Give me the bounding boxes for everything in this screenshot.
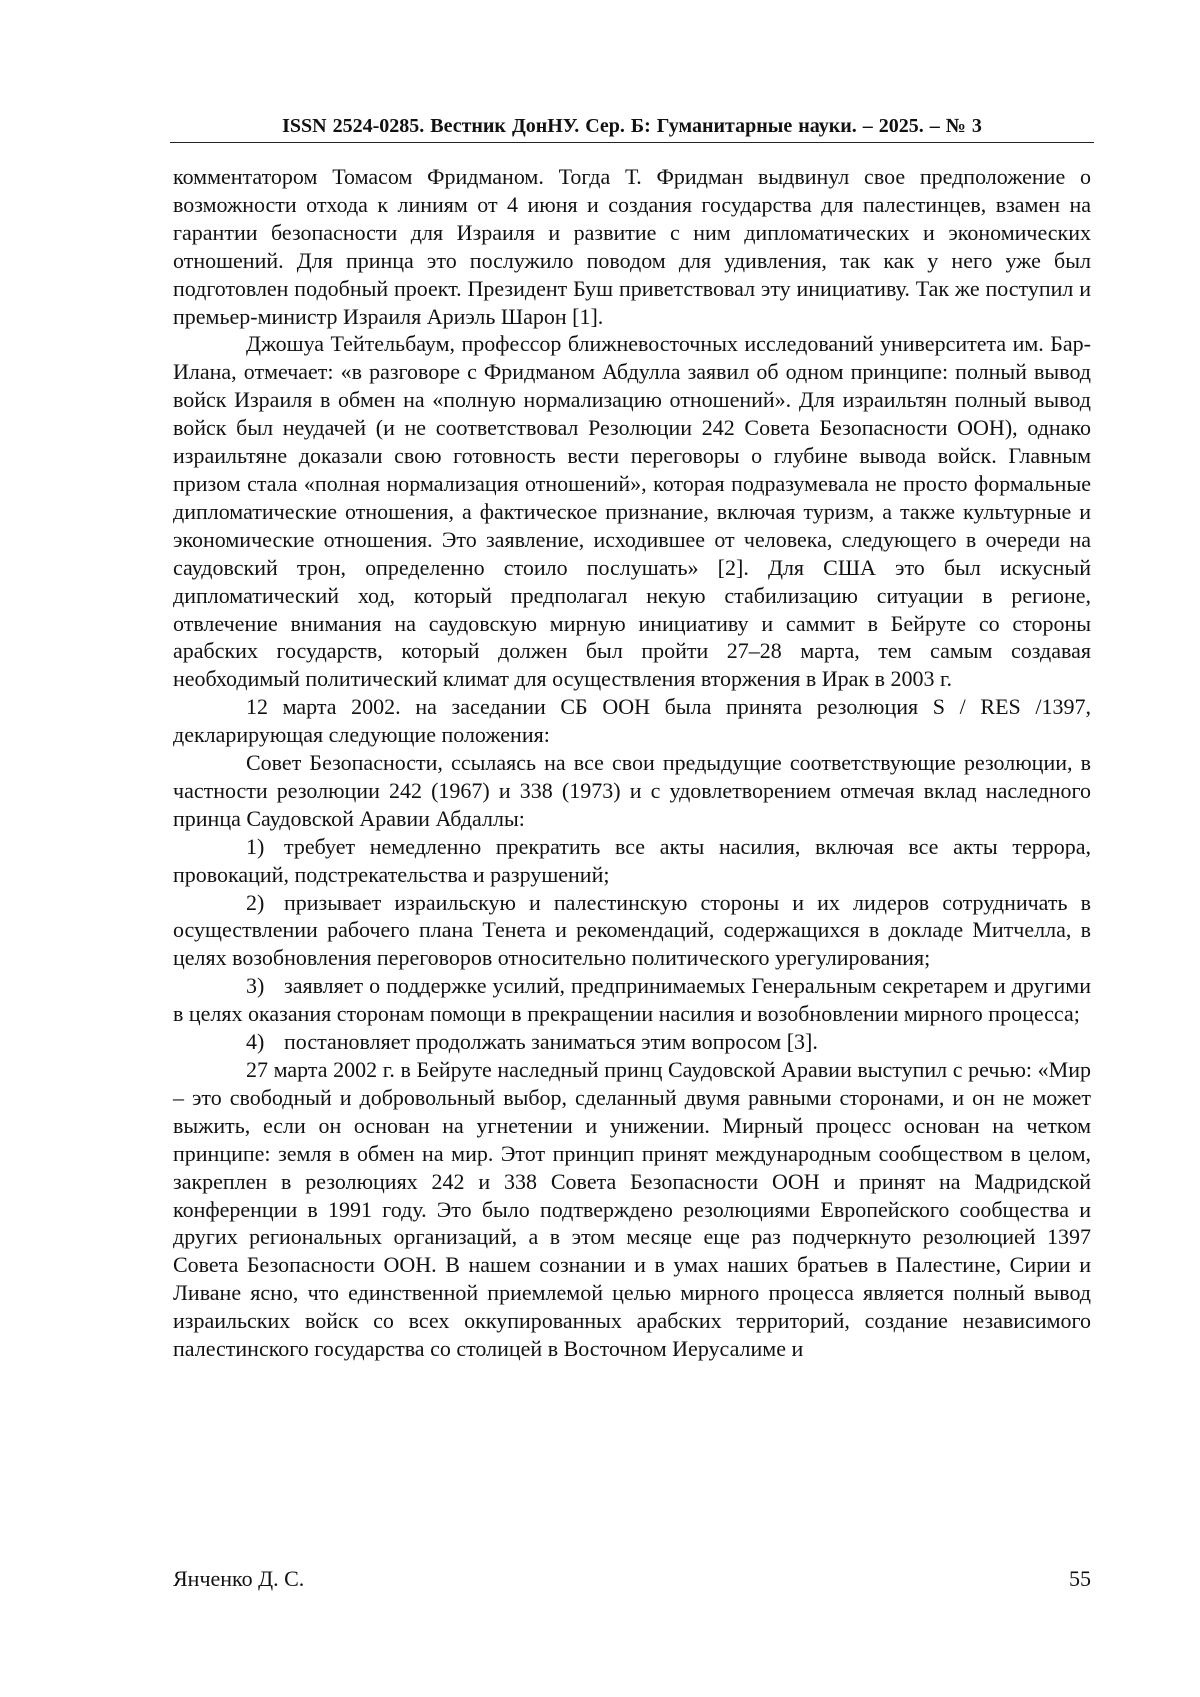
paragraph-security-council: Совет Безопасности, ссылаясь на все свои предыдущие соответствующие резолюции, в частности резолюции 242 (1967) и 338 (1973) и с удовлетворением отмечая вклад наследного принца Саудовской Аравии Абдаллы: (173, 750, 1091, 831)
numbered-item-1 (173, 833, 1091, 889)
item-number: 1) (246, 833, 265, 859)
item-text: призывает израильскую и палестинскую стороны и их лидеров сотрудничать в осуществлении рабочего плана Тенета и рекомендаций, содержащихся в докладе Митчелла, в целях возобновления переговоров относительно политического урегулирования; (173, 889, 1091, 971)
item-number: 3) (246, 973, 265, 999)
numbered-item-2 (173, 889, 1091, 973)
item-text: требует немедленно прекратить все акты насилия, включая все акты террора, провокаций, подстрекательства и разрушений; (173, 833, 1091, 887)
page-number: 55 (1069, 1566, 1091, 1591)
item-number: 2) (246, 889, 265, 915)
paragraph-resolution-intro: 12 марта 2002. на заседании СБ ООН была принята резолюция S / RES /1397, декларирующая следующие положения: (173, 694, 1091, 748)
item-text: заявляет о поддержке усилий, предпринимаемых Генеральным секретарем и другими в целях оказания сторонам помощи в прекращении насилия и возобновлении мирного процесса; (173, 973, 1091, 1027)
paragraph-teitelbaum: Джошуа Тейтельбаум, профессор ближневосточных исследований университета им. Бар-Илана, отмечает: «в разговоре с Фридманом Абдулла заявил об одном принципе: полный вывод войск Израиля в обмен на «полную нормализацию отношений». Для израильтян полный вывод войск был неудачей (и не соответствовал Резолюции 242 Совета Безопасности ООН), однако израильтяне доказали свою готовность вести переговоры о глубине вывода войск. Главным призом стала «полная нормализация отношений», которая подразумевала не просто формальные дипломатические отношения, а фактическое признание, включая туризм, а также культурные и экономические отношения. Это заявление, исходившее от человека, следующего в очереди на саудовский трон, определенно стоило послушать» [2]. Для США это был искусный дипломатический ход, который предполагал некую стабилизацию ситуации в регионе, отвлечение внимания на саудовскую мирную инициативу и саммит в Бейруте со стороны арабских государств, который должен был пройти 27–28 марта, тем самым создавая необходимый политический климат для осуществления вторжения в Ирак в 2003 г. (173, 331, 1091, 692)
item-text: постановляет продолжать заниматься этим вопросом [3]. (284, 1029, 818, 1055)
paragraph-beirut-speech: 27 марта 2002 г. в Бейруте наследный принц Саудовской Аравии выступил с речью: «Мир – это свободный и добровольный выбор, сделанный двумя равными сторонами, и он не может выжить, если он основан на угнетении и унижении. Мирный процесс основан на четком принципе: земля в обмен на мир. Этот принцип принят международным сообществом в целом, закреплен в резолюциях 242 и 338 Совета Безопасности ООН и принят на Мадридской конференции в 1991 году. Это было подтверждено резолюциями Европейского сообщества и других региональных организаций, а в этом месяце еще раз подчеркнуто резолюцией 1397 Совета Безопасности ООН. В нашем сознании и в умах наших братьев в Палестине, Сирии и Ливане ясно, что единственной приемлемой целью мирного процесса является полный вывод израильских войск со всех оккупированных арабских территорий, создание независимого палестинского государства со столицей в Восточном Иерусалиме и (173, 1057, 1091, 1362)
numbered-item-3 (173, 972, 1091, 1028)
numbered-item-4 (173, 1028, 1091, 1056)
article-body (173, 163, 1091, 1363)
item-number: 4) (246, 1029, 265, 1055)
footer-author: Янченко Д. С. (173, 1566, 305, 1591)
paragraph-continuation: комментатором Томасом Фридманом. Тогда Т. Фридман выдвинул свое предположение о возможности отхода к линиям от 4 июня и создания государства для палестинцев, взамен на гарантии безопасности для Израиля и развитие с ним дипломатических и экономических отношений. Для принца это послужило поводом для удивления, так как у него уже был подготовлен подобный проект. Президент Буш приветствовал эту инициативу. Так же поступил и премьер-министр Израиля Ариэль Шарон [1]. (173, 164, 1091, 329)
running-header: ISSN 2524-0285. Вестник ДонНУ. Сер. Б: Гуманитарные науки. – 2025. – № 3 (170, 113, 1094, 143)
